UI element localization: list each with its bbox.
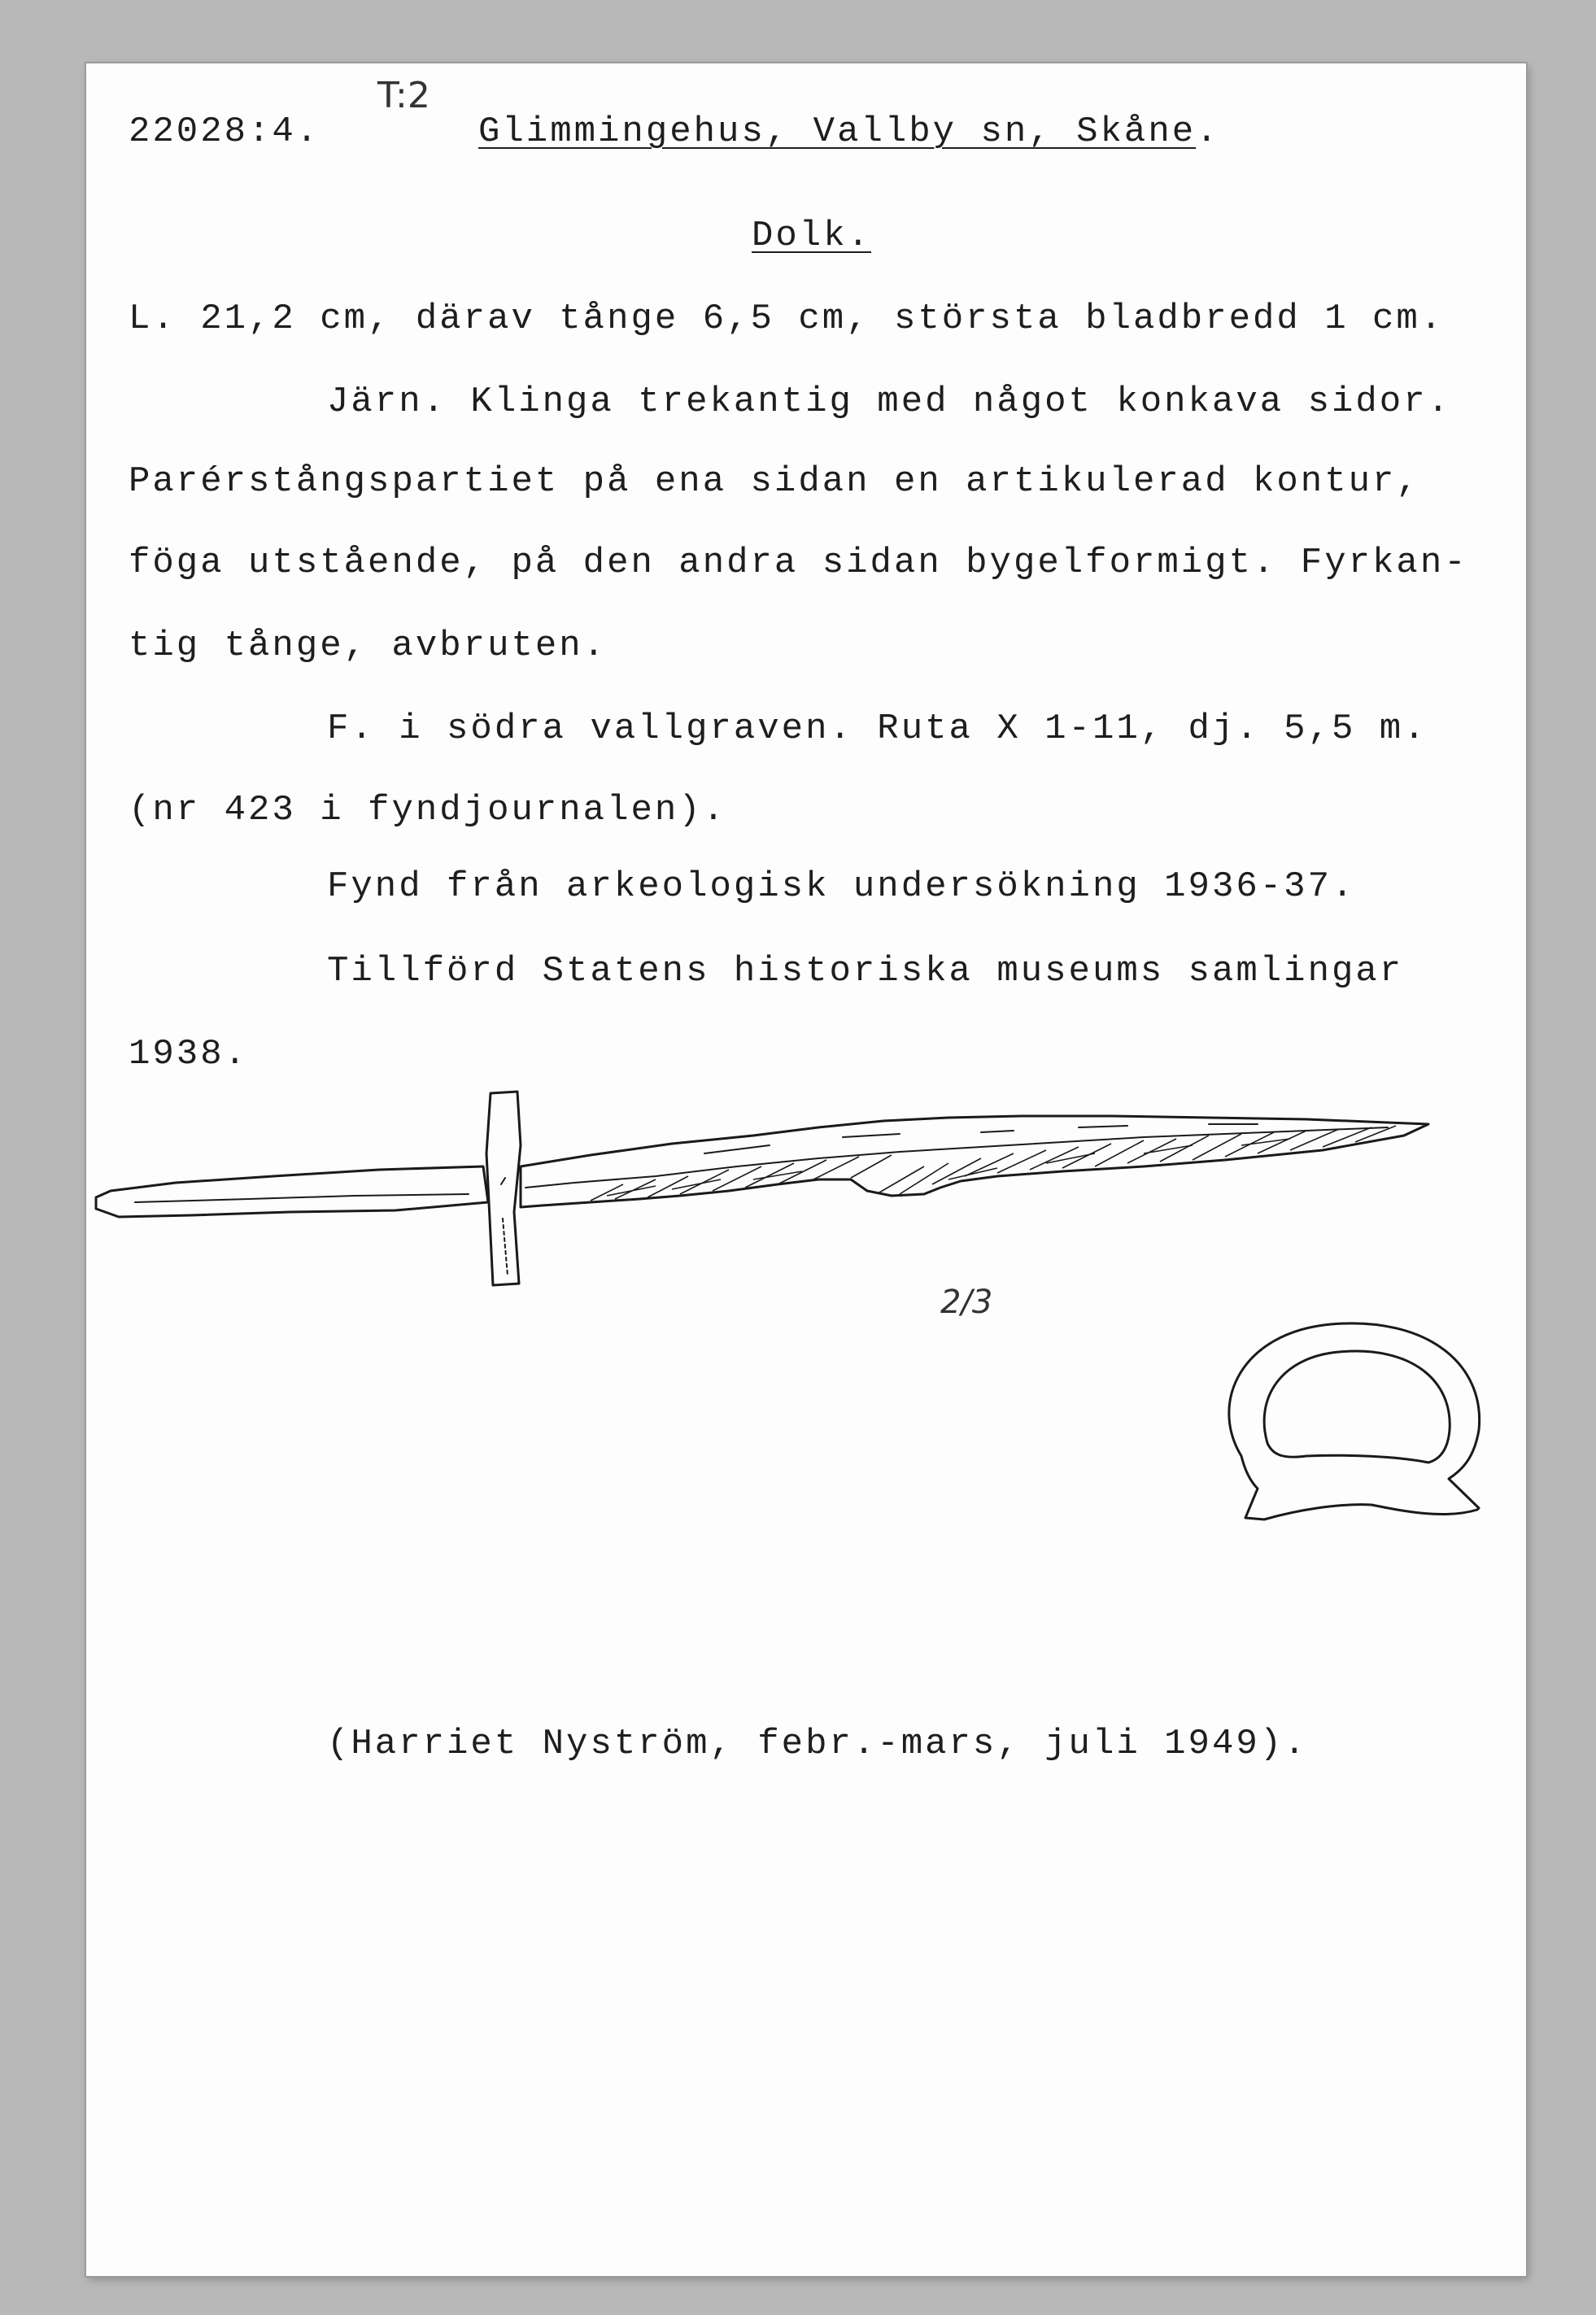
text-line-9: Tillförd Statens historiska museums samlingar	[327, 951, 1404, 992]
author-line: (Harriet Nyström, febr.-mars, juli 1949).	[327, 1724, 1308, 1764]
site-name-period: .	[1196, 111, 1220, 152]
text-line-2: Järn. Klinga trekantig med något konkava sidor.	[327, 381, 1452, 422]
text-line-5: tig tånge, avbruten.	[129, 626, 608, 666]
text-line-6: F. i södra vallgraven. Ruta X 1-11, dj. 5,5 m.	[327, 708, 1428, 749]
cross-section-outer	[1229, 1323, 1480, 1519]
text-line-7: (nr 423 i fyndjournalen).	[129, 790, 727, 831]
handwritten-mark: T:2	[377, 75, 430, 116]
object-title: Dolk.	[752, 216, 872, 256]
scale-label: 2/3	[940, 1284, 993, 1321]
text-line-3: Parérstångspartiet på ena sidan en artikulerad kontur,	[129, 461, 1420, 502]
cross-section-inner	[1264, 1351, 1450, 1463]
text-line-10: 1938.	[129, 1034, 249, 1075]
catalog-card	[86, 63, 1526, 2276]
catalog-number: 22028:4.	[129, 111, 321, 152]
cross-section-drawing	[86, 63, 1526, 2276]
text-line-8: Fynd från arkeologisk undersökning 1936-37.	[327, 866, 1356, 907]
text-line-1: L. 21,2 cm, därav tånge 6,5 cm, största bladbredd 1 cm.	[129, 299, 1445, 339]
site-name-text: Glimmingehus, Vallby sn, Skåne	[478, 111, 1197, 152]
text-line-4: föga utstående, på den andra sidan bygelformigt. Fyrkan-	[129, 543, 1468, 583]
